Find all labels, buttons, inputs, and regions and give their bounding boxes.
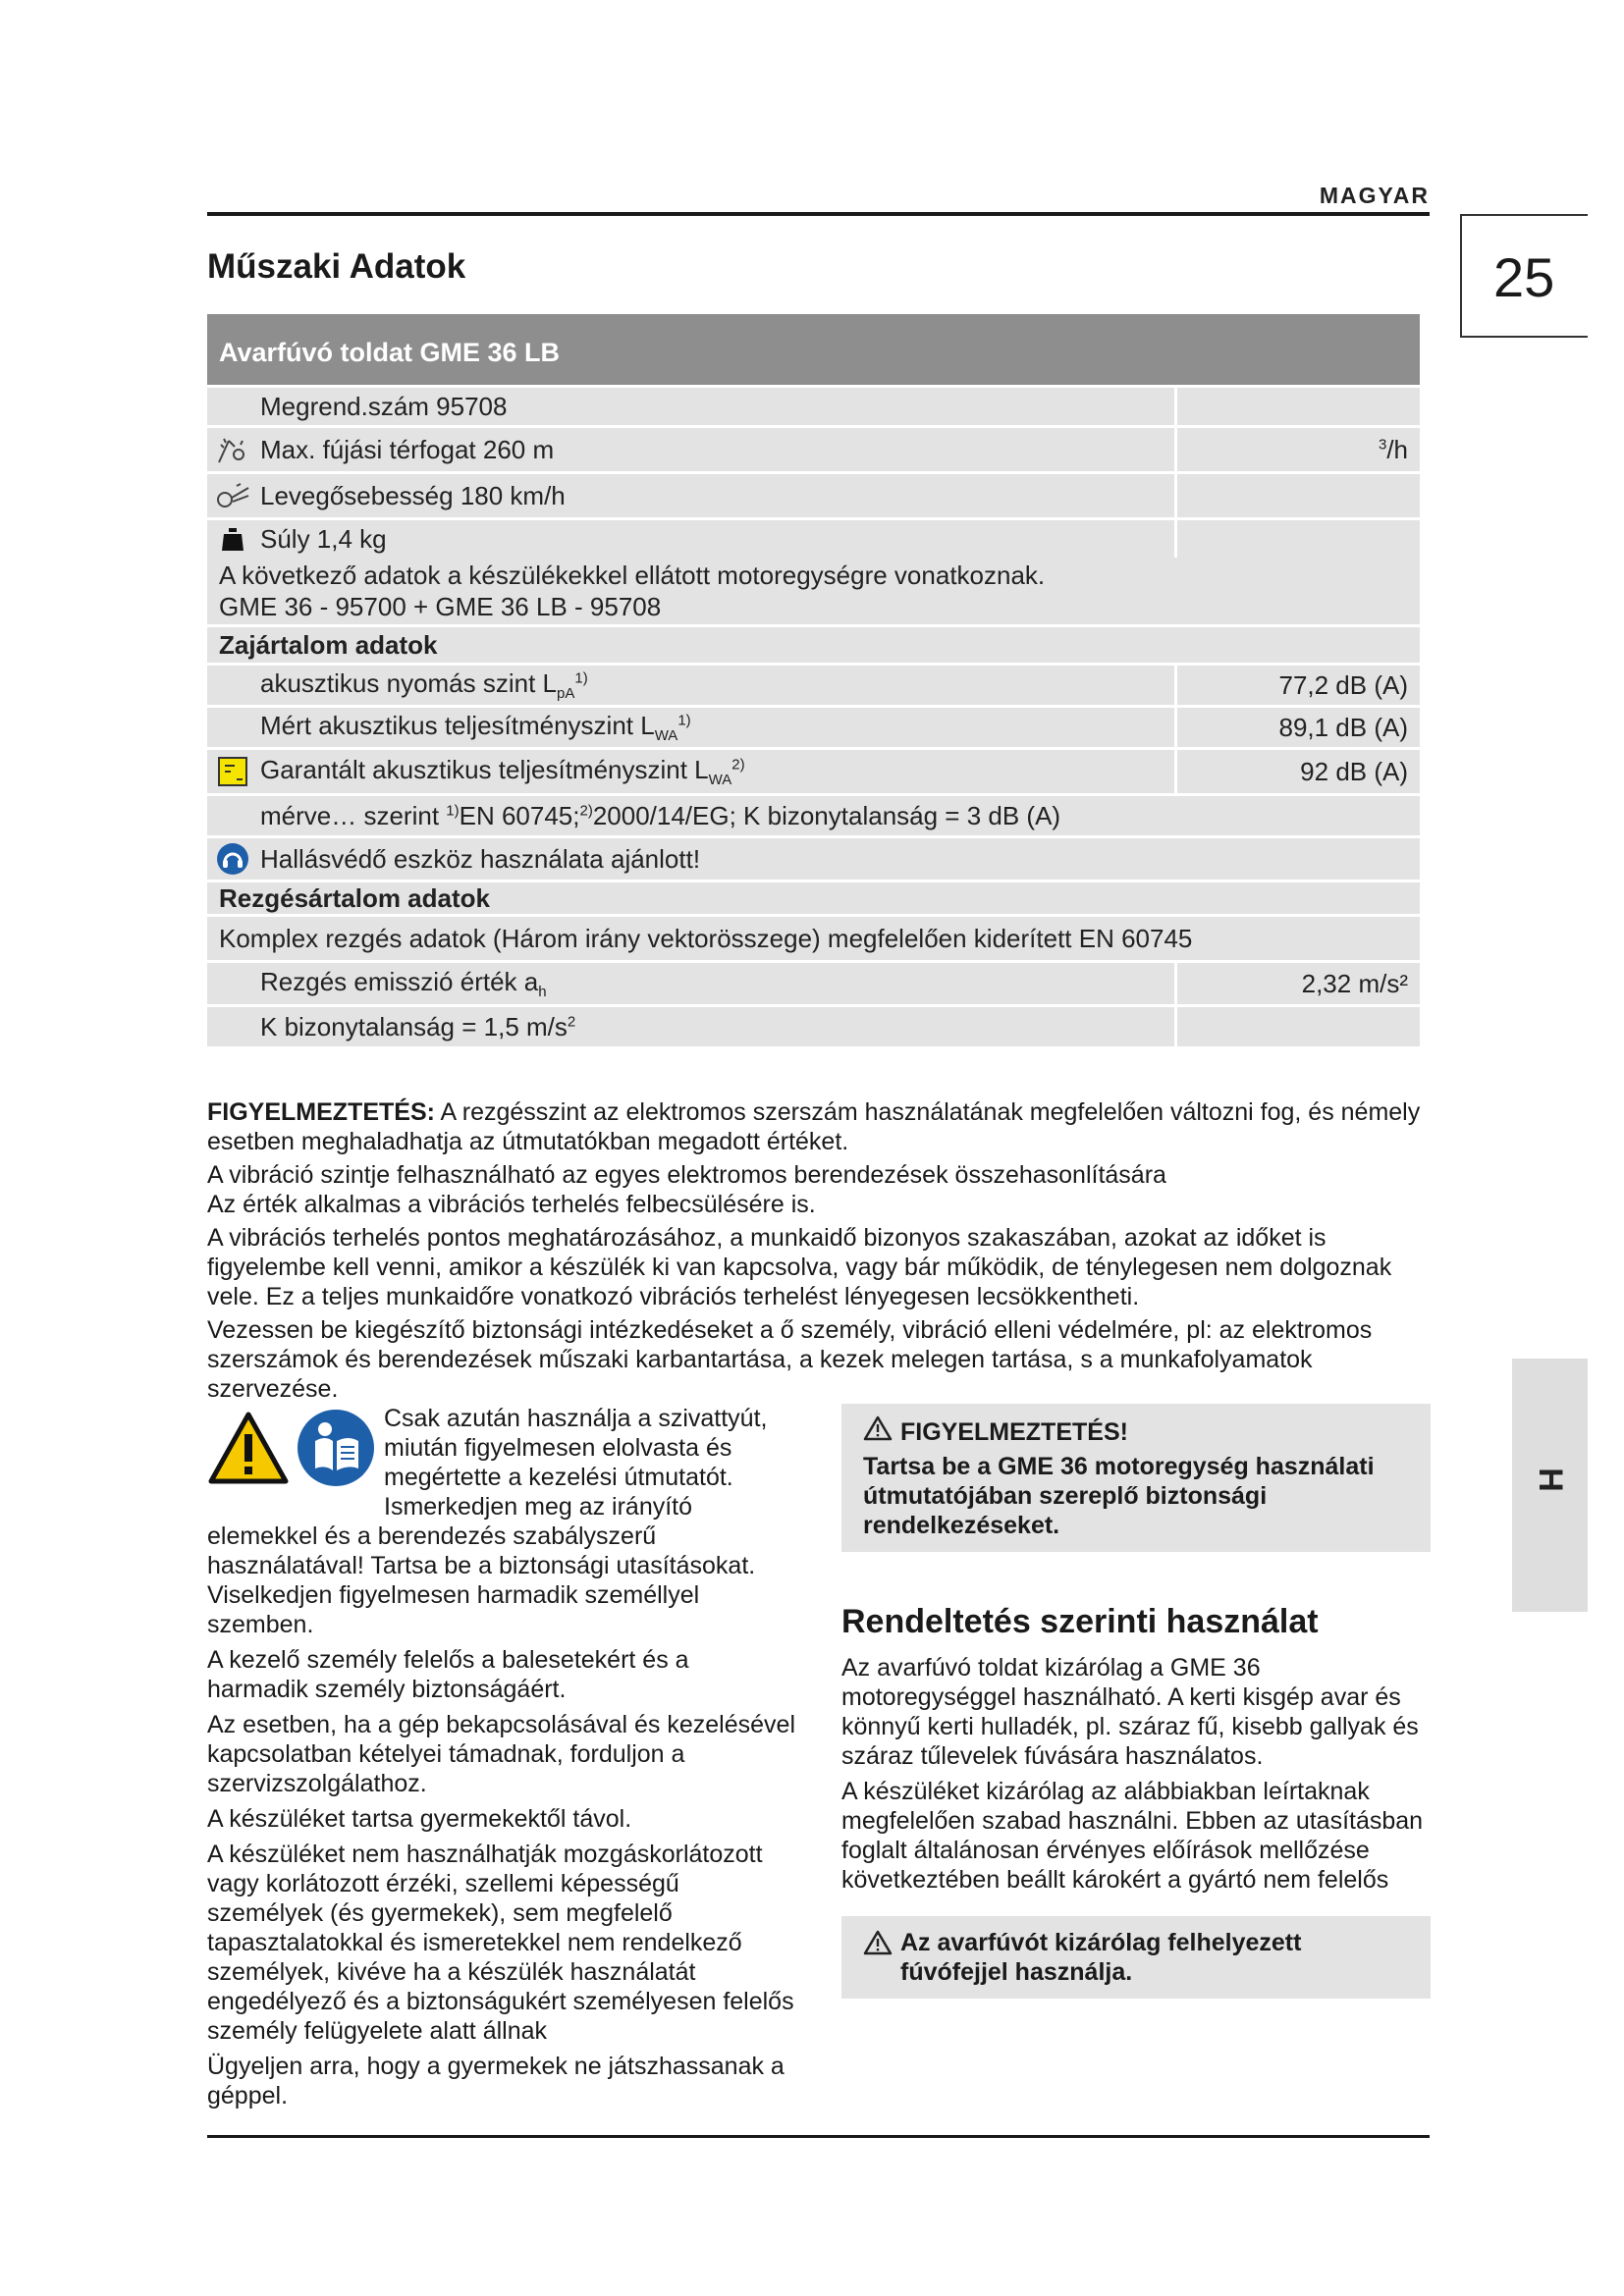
usage-column — [841, 1404, 1431, 1999]
measured-standards: mérve… szerint $^{1)}$EN 60745;$^{2)}$2000/14/EG; K bizonytalanság = 3 dB (A) — [260, 800, 1061, 830]
usage-paragraph: A készüléket kizárólag az alábbiakban leírtaknak megfelelően szabad használni. Ebben az utasításban foglalt általánosan érvényes előírások mellőzése következtében beállt károkért a gyártó nem felelős — [841, 1778, 1424, 1894]
order-number: Megrend.szám 95708 — [260, 391, 508, 421]
noise-value: 92 dB (A) — [1174, 750, 1420, 793]
noise-value: 77,2 dB (A) — [1174, 666, 1420, 705]
table-row — [207, 708, 1420, 747]
page-title: Műszaki Adatok — [207, 247, 466, 286]
warning-triangle-icon — [207, 1411, 290, 1492]
hearing-protection-icon — [207, 842, 258, 876]
warning-box — [841, 1404, 1431, 1552]
warning-outline-icon — [863, 1415, 893, 1448]
table-row — [207, 388, 1420, 425]
table-row — [207, 666, 1420, 705]
vibration-heading: Rezgésártalom adatok — [219, 882, 490, 913]
table-row — [207, 474, 1420, 517]
safety-paragraph: A készüléket nem használhatják mozgáskorlátozott vagy korlátozott érzéki, szellemi képességű személyek (és gyermekek), sem megfelelő tapasztalatokkal és ismeretekkel nem rendelkező személyek, kivéve ha a készülék használatát engedélyező és a biztonságukért személyesen felelős személy felügyelete alatt állnak — [207, 1841, 794, 2045]
table-row — [207, 838, 1420, 880]
warning-label: FIGYELMEZTETÉS: — [207, 1098, 435, 1126]
vibration-label: Rezgés emisszió érték $a_h$ — [260, 966, 547, 1001]
air-speed-icon — [207, 482, 258, 509]
warning-paragraph: A vibráció szintje felhasználható az egyes elektromos berendezések összehasonlítására — [207, 1161, 1166, 1189]
combo-models: GME 36 - 95700 + GME 36 LB - 95708 — [219, 592, 662, 621]
page-number-box — [1460, 214, 1588, 338]
table-row — [207, 627, 1420, 663]
read-manual-icon — [296, 1408, 376, 1495]
noise-label-icon — [207, 756, 258, 787]
intended-use-title: Rendeltetés szerinti használat — [841, 1603, 1319, 1640]
noise-heading: Zajártalom adatok — [219, 629, 438, 660]
noise-value: 89,1 dB (A) — [1174, 708, 1420, 747]
language-label: MAGYAR — [1319, 183, 1430, 208]
table-row — [207, 750, 1420, 793]
table-row — [207, 428, 1420, 471]
warning-box-title: FIGYELMEZTETÉS! — [900, 1417, 1128, 1446]
warning-box-body: Tartsa be a GME 36 motoregység használati útmutatójában szereplő biztonsági rendelkezéseket. — [863, 1453, 1375, 1539]
nozzle-warning-text: Az avarfúvót kizárólag felhelyezett fúvófejjel használja. — [900, 1929, 1302, 1986]
noise-label: Garantált akusztikus teljesítményszint $L_{WA}^{2)}$ — [260, 754, 745, 789]
table-row — [207, 882, 1420, 914]
hearing-protection: Hallásvédő eszköz használata ajánlott! — [260, 843, 701, 874]
weight: Súly 1,4 kg — [260, 523, 387, 554]
vibration-warning — [207, 1097, 1430, 1408]
intro-paragraph: Csak azután használja a szivattyút, miután figyelmesen elolvasta és megértette a kezelési útmutatót. Ismerkedjen meg az irányító elemekkel és a berendezés szabályszerű használatával! Tartsa be a biztonsági utasításokat. Viselkedjen figyelmesen harmadik személlyel szemben. — [207, 1405, 768, 1638]
warning-paragraph: FIGYELMEZTETÉS: A rezgésszint az elektromos szerszám használatának megfelelően változni fog, és némely esetben meghaladhatja az útmutatókban megadott értéket. — [207, 1098, 1421, 1155]
safety-paragraph: A készüléket tartsa gyermekektől távol. — [207, 1805, 632, 1833]
side-tab-letter: H — [1532, 1468, 1569, 1492]
data-note: A következő adatok a készülékekkel ellátott motoregységre vonatkoznak. — [219, 561, 1046, 590]
table-row — [207, 1007, 1420, 1046]
bottom-rule — [207, 2135, 1430, 2138]
warning-outline-icon — [863, 1928, 893, 1962]
table-row — [207, 558, 1420, 624]
air-speed: Levegősebesség 180 km/h — [260, 480, 566, 510]
nozzle-warning-box — [841, 1916, 1431, 1999]
spec-table-title: Avarfúvó toldat GME 36 LB — [207, 314, 1420, 385]
top-rule — [207, 212, 1430, 216]
safety-paragraph: Az esetben, ha a gép bekapcsolásával és kezelésével kapcsolatban kételyei támadnak, forduljon a szervizszolgálathoz. — [207, 1711, 795, 1797]
vibration-note: Komplex rezgés adatok (Három irány vektorösszege) megfelelően kiderített EN 60745 — [219, 923, 1193, 953]
table-row — [207, 917, 1420, 960]
vibration-value: 2,32 m/s² — [1174, 963, 1420, 1004]
vibration-uncertainty: K bizonytalanság = 1,5 $m/s^2$ — [260, 1011, 576, 1041]
language-side-tab — [1512, 1359, 1588, 1612]
safety-column — [207, 1404, 796, 2116]
spec-table — [207, 314, 1420, 1046]
intro-icons — [207, 1406, 384, 1496]
table-row — [207, 963, 1420, 1004]
max-flow: Max. fújási térfogat 260 m — [260, 434, 555, 464]
usage-paragraph: Az avarfúvó toldat kizárólag a GME 36 motoregységgel használható. A kerti kisgép avar és könnyű kerti hulladék, pl. száraz fű, kisebb gallyak és száraz tűlevelek fúvására használatos. — [841, 1654, 1419, 1770]
warning-paragraph: A vibrációs terhelés pontos meghatározásához, a munkaidő bizonyos szakaszában, azokat az időket is figyelembe kell venni, amikor a készülék ki van kapcsolva, vagy bár működik, de ténylegesen nem dolgoznak vele. Ez a teljes munkaidőre vonatkozó vibrációs terhelést lényegesen lecsökkentheti. — [207, 1224, 1392, 1310]
table-row — [207, 796, 1420, 835]
safety-paragraph: Ügyeljen arra, hogy a gyermekek ne játszhassanak a géppel. — [207, 2053, 785, 2109]
safety-paragraph: A kezelő személy felelős a balesetekért és a harmadik személy biztonságáért. — [207, 1646, 689, 1703]
noise-label: akusztikus nyomás szint $L_{pA}^{1)}$ — [260, 667, 588, 703]
warning-paragraph: Vezessen be kiegészítő biztonsági intézkedéseket a ő személy, vibráció elleni védelmére, pl: az elektromos szerszámok és berendezések műszaki karbantartása, a kezek melegen tartása, s a munkafolyamatok szervezése. — [207, 1316, 1373, 1403]
page-number: 25 — [1493, 246, 1555, 308]
noise-label: Mért akusztikus teljesítményszint $L_{WA}^{1)}$ — [260, 710, 691, 745]
max-flow-unit: $^3$/h — [1174, 428, 1420, 471]
warning-paragraph: Az érték alkalmas a vibrációs terhelés felbecsülésére is. — [207, 1191, 816, 1218]
weight-icon — [207, 525, 258, 553]
table-row — [207, 520, 1420, 558]
blower-flow-icon — [207, 433, 258, 466]
